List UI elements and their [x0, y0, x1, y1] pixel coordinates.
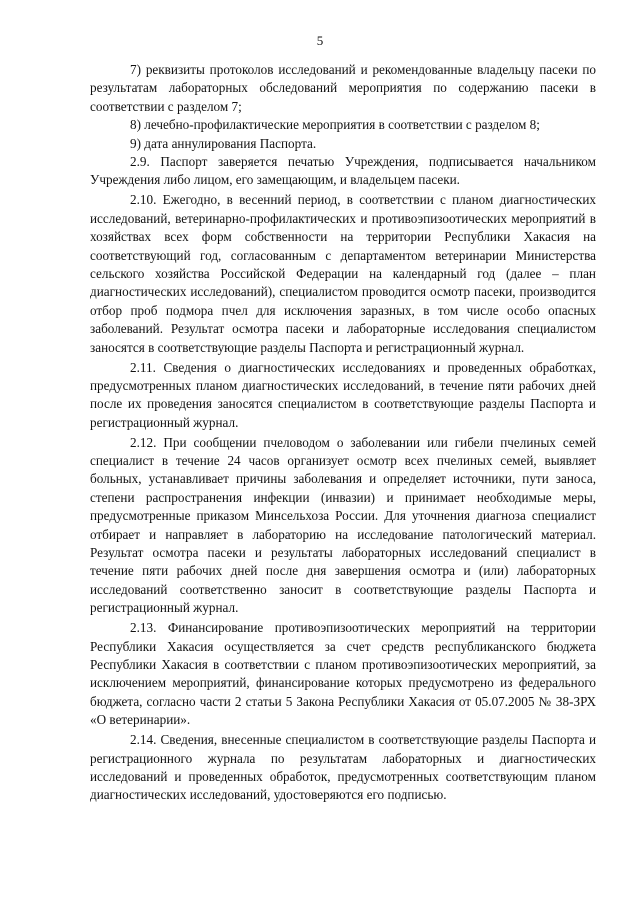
document-body	[90, 61, 596, 805]
paragraph-2-11: 2.11. Сведения о диагностических исследованиях и проведенных обработках, предусмотренных планом диагностических исследований, в течение пяти рабочих дней после их проведения заносятся специалистом в соответствующие разделы Паспорта и регистрационный журнал.	[90, 359, 596, 430]
list-item-7: 7) реквизиты протоколов исследований и рекомендованные владельцу пасеки по результатам лабораторных обследований мероприятия по содержанию пасеки в соответствии с разделом 7;	[90, 62, 596, 114]
page-number: 5	[316, 33, 324, 48]
list-item-9: 9) дата аннулирования Паспорта.	[130, 135, 317, 151]
paragraph-2-13: 2.13. Финансирование противоэпизоотических мероприятий на территории Республики Хакасия осуществляется за счет средств республиканского бюджета Республики Хакасия в соответствии с планом противоэпизоотических мероприятий, за исключением мероприятий, финансирование которых предусмотрено из федерального бюджета, согласно части 2 статьи 5 Закона Республики Хакасия от 05.07.2005 № 38-ЗРХ «О ветеринарии».	[90, 620, 596, 728]
paragraph-2-14: 2.14. Сведения, внесенные специалистом в соответствующие разделы Паспорта и регистрационного журнала по результатам лабораторных и диагностических исследований и проведенных обработок, предусмотренных соответствующим планом диагностических исследований, удостоверяются его подписью.	[90, 732, 596, 803]
list-item-8: 8) лечебно-профилактические мероприятия в соответствии с разделом 8;	[130, 117, 540, 133]
paragraph-2-9: 2.9. Паспорт заверяется печатью Учреждения, подписывается начальником Учреждения либо лицом, его замещающим, и владельцем пасеки.	[90, 154, 596, 188]
paragraph-2-12: 2.12. При сообщении пчеловодом о заболевании или гибели пчелиных семей специалист в течение 24 часов организует осмотр всех пчелиных семей, выявляет больных, устанавливает причины заболевания и определяет источники, пути заноса, степени распространения инфекции (инвазии) и принимает необходимые меры, предусмотренные приказом Минсельхоза России. Для уточнения диагноза специалист отбирает и направляет в лабораторию на исследование патологический материал. Результат осмотра пасеки и результаты лабораторных исследований специалист в течение пяти рабочих дней после дня завершения осмотра и (или) лабораторных исследований соответственно заносит в соответствующие разделы Паспорта и регистрационный журнал.	[90, 434, 596, 616]
paragraph-2-10: 2.10. Ежегодно, в весенний период, в соответствии с планом диагностических исследований, ветеринарно-профилактических и противоэпизоотических мероприятий в хозяйствах всех форм собственности на территории Республики Хакасия на соответствующий год, согласованным с департаментом ветеринарии Министерства сельского хозяйства Российской Федерации на календарный год (далее – план диагностических исследований), специалистом проводится осмотр пасеки, производится отбор проб подмора пчел для исключения заразных, в том числе особо опасных заболеваний. Результат осмотра пасеки и лабораторные исследования специалистом заносятся в соответствующие разделы Паспорта и регистрационный журнал.	[90, 192, 596, 355]
